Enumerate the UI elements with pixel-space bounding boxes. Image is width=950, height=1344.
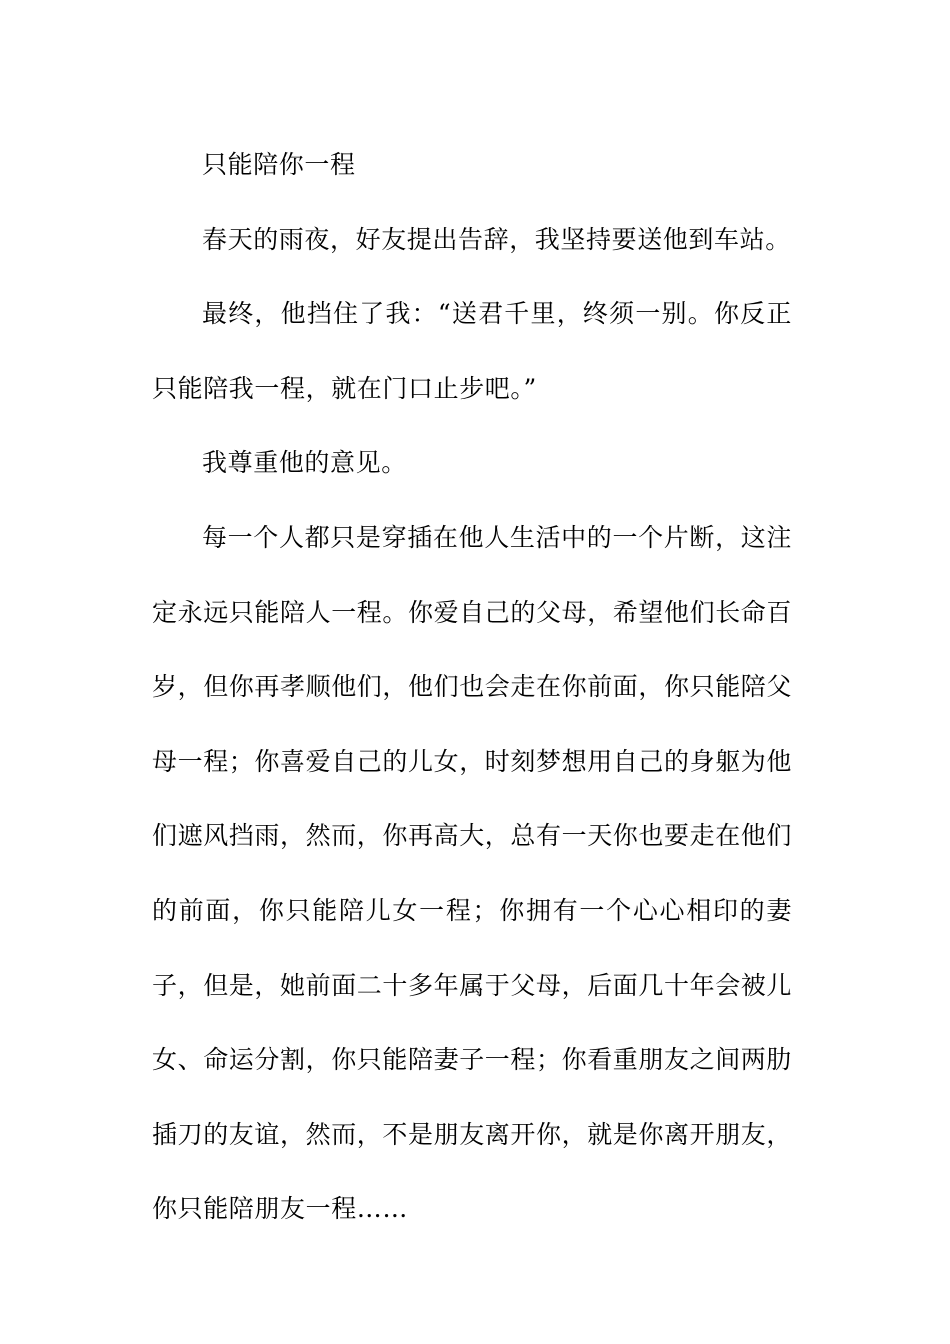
article-title: 只能陪你一程 <box>202 150 356 179</box>
paragraph-4: 每一个人都只是穿插在他人生活中的一个片断，这注定永远只能陪人一程。你爱自己的父母，希望他们长命百岁，但你再孝顺他们，他们也会走在你前面，你只能陪父母一程；你喜爱自己的儿女，时刻梦想用自己的身躯为他们遮风挡雨，然而，你再高大，总有一天你也要走在他们的前面，你只能陪儿女一程；你拥有一个心心相印的妻子，但是，她前面二十多年属于父母，后面几十年会被儿女、命运分割，你只能陪妻子一程；你看重朋友之间两肋插刀的友谊，然而，不是朋友离开你，就是你离开朋友，你只能陪朋友一程…… <box>152 522 793 1224</box>
paragraph-3: 我尊重他的意见。 <box>202 448 407 478</box>
paragraph-2: 最终，他挡住了我：“送君千里，终须一别。你反正只能陪我一程，就在门口止步吧。” <box>152 299 792 403</box>
paragraph-1: 春天的雨夜，好友提出告辞，我坚持要送他到车站。 <box>202 224 791 254</box>
document-body <box>152 128 792 1247</box>
